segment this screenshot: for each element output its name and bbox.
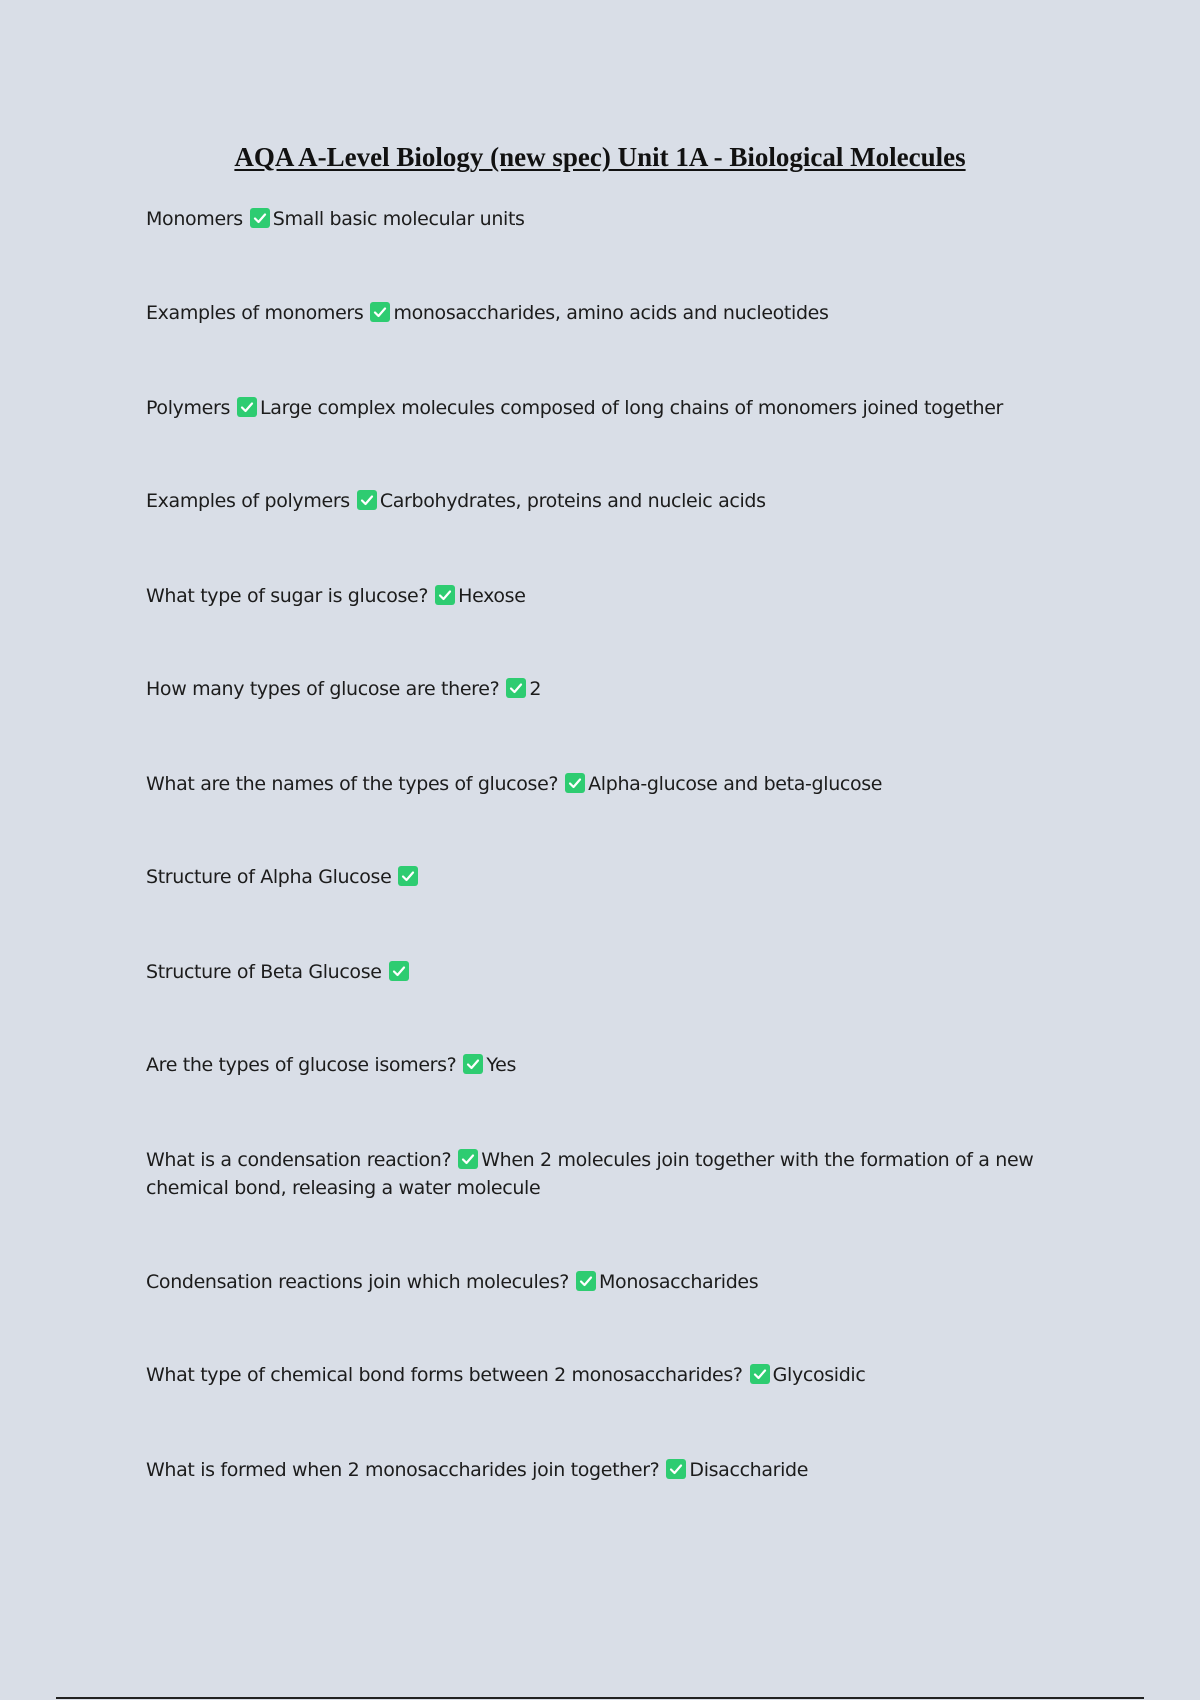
qa-item (146, 487, 1066, 515)
qa-item (146, 675, 1066, 703)
qa-item (146, 1361, 1066, 1389)
answer-text: Monosaccharides (599, 1271, 759, 1293)
answer-text: Large complex molecules composed of long chains of monomers joined together (260, 397, 1004, 419)
question-text: Are the types of glucose isomers? (146, 1054, 457, 1076)
qa-item (146, 770, 1066, 798)
question-text: Polymers (146, 397, 231, 419)
question-text: What type of sugar is glucose? (146, 585, 429, 607)
question-text: Monomers (146, 208, 243, 230)
answer-text: monosaccharides, amino acids and nucleotides (393, 302, 829, 324)
qa-item (146, 394, 1066, 422)
answer-text: 2 (529, 678, 542, 700)
answer-text: Hexose (458, 585, 526, 607)
check-icon (463, 1054, 483, 1074)
answer-text: When 2 molecules join together with the formation of a new chemical bond, releasing a water molecule (146, 1149, 1034, 1199)
check-icon (458, 1149, 478, 1169)
question-text: Examples of monomers (146, 302, 364, 324)
question-text: Structure of Alpha Glucose (146, 866, 392, 888)
check-icon (666, 1459, 686, 1479)
check-icon (506, 678, 526, 698)
answer-text: Small basic molecular units (272, 208, 525, 230)
check-icon (357, 490, 377, 510)
check-icon (250, 208, 270, 228)
qa-item (146, 1456, 1066, 1484)
check-icon (389, 961, 409, 981)
answer-text: Alpha-glucose and beta-glucose (588, 773, 883, 795)
check-icon (237, 397, 257, 417)
check-icon (750, 1364, 770, 1384)
check-icon (398, 866, 418, 886)
qa-item (146, 299, 1066, 327)
qa-item (146, 205, 1066, 233)
answer-text: Glycosidic (772, 1364, 866, 1386)
check-icon (576, 1271, 596, 1291)
document-title: AQA A-Level Biology (new spec) Unit 1A - Biological Molecules (234, 142, 966, 172)
qa-item (146, 1146, 1066, 1202)
qa-item (146, 958, 1066, 986)
answer-text: Carbohydrates, proteins and nucleic acids (379, 490, 766, 512)
qa-item (146, 1268, 1066, 1296)
question-text: What is a condensation reaction? (146, 1149, 452, 1171)
check-icon (370, 302, 390, 322)
question-text: What is formed when 2 monosaccharides join together? (146, 1459, 660, 1481)
question-text: How many types of glucose are there? (146, 678, 500, 700)
question-text: What type of chemical bond forms between 2 monosaccharides? (146, 1364, 743, 1386)
qa-item (146, 1051, 1066, 1079)
question-text: Examples of polymers (146, 490, 350, 512)
question-text: Condensation reactions join which molecules? (146, 1271, 570, 1293)
bottom-rule (56, 1697, 1144, 1699)
answer-text: Disaccharide (689, 1459, 809, 1481)
qa-item (146, 863, 1066, 891)
question-text: Structure of Beta Glucose (146, 961, 382, 983)
check-icon (435, 585, 455, 605)
check-icon (565, 773, 585, 793)
answer-text: Yes (486, 1054, 517, 1076)
qa-item (146, 582, 1066, 610)
question-text: What are the names of the types of glucose? (146, 773, 559, 795)
